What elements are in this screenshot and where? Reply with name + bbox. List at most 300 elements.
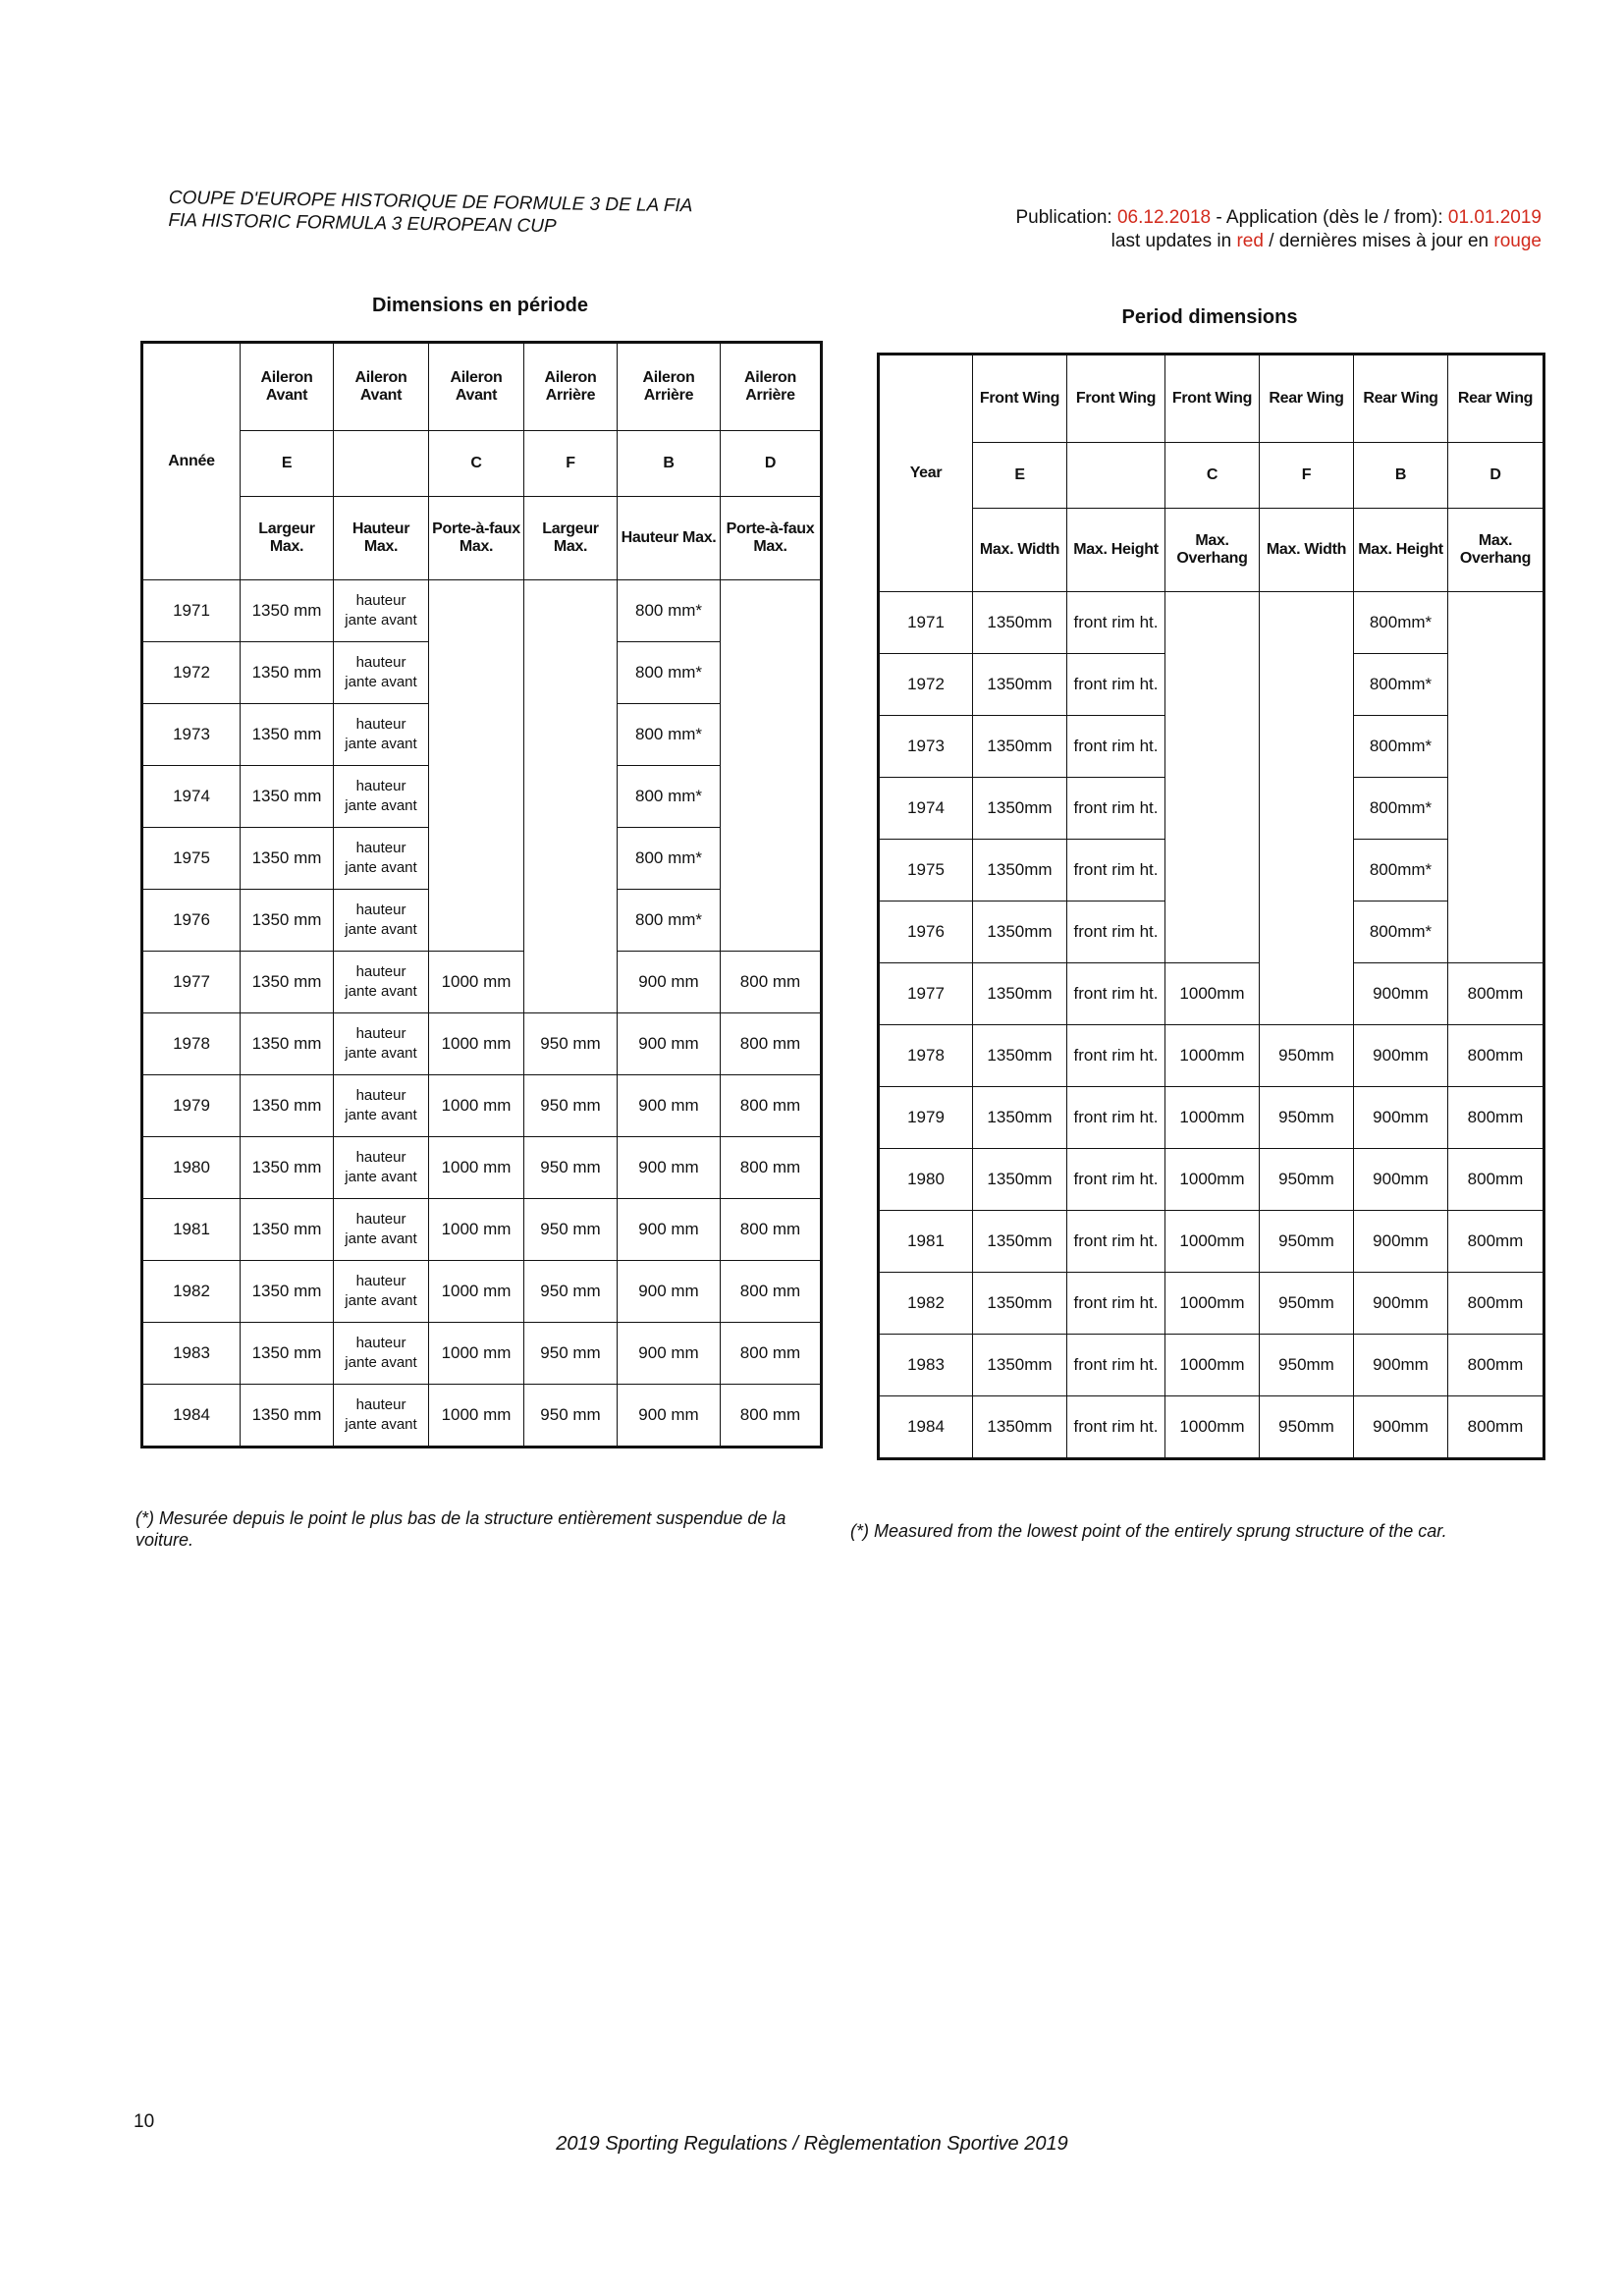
overhang-front-cell xyxy=(1165,592,1260,654)
overhang-front-cell xyxy=(429,704,524,766)
table-row xyxy=(142,580,822,642)
col-part: Aileron Avant xyxy=(334,343,429,431)
table-row xyxy=(142,1261,822,1323)
fr-year-header: Année xyxy=(142,343,241,580)
height-line-2: jante avant xyxy=(345,612,417,628)
width-rear-cell: 950mm xyxy=(1260,1335,1354,1396)
col-letter: E xyxy=(241,431,334,497)
height-cell xyxy=(334,828,429,890)
overhang-rear-cell xyxy=(721,704,822,766)
height-line-2: jante avant xyxy=(345,736,417,752)
width-rear-cell xyxy=(1260,654,1354,716)
height-line-1: hauteur xyxy=(355,1335,406,1351)
width-cell: 1350 mm xyxy=(241,580,334,642)
year-cell: 1976 xyxy=(142,890,241,952)
height-rear-cell: 800 mm* xyxy=(618,642,721,704)
col-measure: Hauteur Max. xyxy=(618,497,721,580)
height-rear-cell: 900 mm xyxy=(618,1013,721,1075)
width-rear-cell xyxy=(1260,902,1354,963)
col-measure: Max. Overhang xyxy=(1448,509,1544,592)
overhang-rear-cell xyxy=(721,580,822,642)
col-part: Rear Wing xyxy=(1448,355,1544,443)
table-row xyxy=(879,654,1544,716)
fr-table-title: Dimensions en période xyxy=(371,295,589,316)
width-cell: 1350 mm xyxy=(241,828,334,890)
year-cell: 1980 xyxy=(879,1149,973,1211)
width-rear-cell: 950mm xyxy=(1260,1396,1354,1459)
overhang-rear-cell: 800 mm xyxy=(721,1385,822,1448)
width-rear-cell: 950 mm xyxy=(524,1013,618,1075)
height-line-2: jante avant xyxy=(345,1416,417,1433)
width-cell: 1350 mm xyxy=(241,952,334,1013)
table-row xyxy=(879,963,1544,1025)
overhang-rear-cell xyxy=(1448,592,1544,654)
height-rear-cell: 900mm xyxy=(1354,1273,1448,1335)
col-measure: Max. Width xyxy=(973,509,1067,592)
col-part: Front Wing xyxy=(973,355,1067,443)
overhang-front-cell xyxy=(429,828,524,890)
year-cell: 1973 xyxy=(142,704,241,766)
col-letter xyxy=(334,431,429,497)
width-cell: 1350 mm xyxy=(241,1385,334,1448)
table-row xyxy=(879,1025,1544,1087)
en-dimensions-table xyxy=(877,353,1545,1460)
overhang-front-cell xyxy=(1165,716,1260,778)
overhang-front-cell xyxy=(429,890,524,952)
width-rear-cell: 950mm xyxy=(1260,1273,1354,1335)
overhang-front-cell: 1000mm xyxy=(1165,1211,1260,1273)
width-rear-cell xyxy=(1260,778,1354,840)
height-cell xyxy=(334,580,429,642)
width-rear-cell: 950mm xyxy=(1260,1211,1354,1273)
overhang-front-cell: 1000 mm xyxy=(429,1261,524,1323)
table-row xyxy=(142,1199,822,1261)
col-letter: B xyxy=(1354,443,1448,509)
height-line-1: hauteur xyxy=(355,1025,406,1042)
height-rear-cell: 800mm* xyxy=(1354,654,1448,716)
col-part: Aileron Avant xyxy=(241,343,334,431)
year-cell: 1983 xyxy=(142,1323,241,1385)
col-part: Rear Wing xyxy=(1260,355,1354,443)
height-cell xyxy=(334,1075,429,1137)
overhang-front-cell: 1000mm xyxy=(1165,1087,1260,1149)
year-cell: 1984 xyxy=(879,1396,973,1459)
width-rear-cell xyxy=(1260,592,1354,654)
col-part: Rear Wing xyxy=(1354,355,1448,443)
en-table-title: Period dimensions xyxy=(1121,306,1298,328)
table-row xyxy=(142,704,822,766)
width-rear-cell xyxy=(524,766,618,828)
overhang-front-cell: 1000mm xyxy=(1165,1396,1260,1459)
width-cell: 1350mm xyxy=(973,1025,1067,1087)
year-cell: 1977 xyxy=(142,952,241,1013)
overhang-rear-cell xyxy=(1448,716,1544,778)
width-cell: 1350mm xyxy=(973,1087,1067,1149)
height-cell: front rim ht. xyxy=(1067,963,1165,1025)
height-line-1: hauteur xyxy=(355,840,406,856)
height-rear-cell: 800mm* xyxy=(1354,840,1448,902)
publication-label: Publication: xyxy=(1015,207,1112,228)
height-line-2: jante avant xyxy=(345,983,417,1000)
width-cell: 1350mm xyxy=(973,716,1067,778)
width-rear-cell xyxy=(1260,840,1354,902)
width-cell: 1350 mm xyxy=(241,1013,334,1075)
year-cell: 1982 xyxy=(879,1273,973,1335)
height-cell xyxy=(334,704,429,766)
width-cell: 1350 mm xyxy=(241,1075,334,1137)
height-line-1: hauteur xyxy=(355,963,406,980)
height-cell: front rim ht. xyxy=(1067,1273,1165,1335)
year-cell: 1981 xyxy=(142,1199,241,1261)
height-line-1: hauteur xyxy=(355,778,406,794)
width-rear-cell: 950 mm xyxy=(524,1261,618,1323)
year-cell: 1981 xyxy=(879,1211,973,1273)
overhang-front-cell: 1000mm xyxy=(1165,1273,1260,1335)
height-cell: front rim ht. xyxy=(1067,1396,1165,1459)
width-rear-cell: 950 mm xyxy=(524,1385,618,1448)
fr-footnote: (*) Mesurée depuis le point le plus bas de la structure entièrement suspendue de la voiture. xyxy=(135,1508,786,1550)
overhang-rear-cell xyxy=(721,890,822,952)
overhang-rear-cell: 800 mm xyxy=(721,1075,822,1137)
height-rear-cell: 800 mm* xyxy=(618,828,721,890)
col-part: Front Wing xyxy=(1067,355,1165,443)
width-cell: 1350 mm xyxy=(241,1199,334,1261)
overhang-rear-cell: 800mm xyxy=(1448,963,1544,1025)
height-cell xyxy=(334,1385,429,1448)
overhang-front-cell xyxy=(1165,778,1260,840)
height-cell: front rim ht. xyxy=(1067,1149,1165,1211)
col-measure: Max. Overhang xyxy=(1165,509,1260,592)
height-line-2: jante avant xyxy=(345,1354,417,1371)
overhang-front-cell: 1000mm xyxy=(1165,1025,1260,1087)
overhang-rear-cell: 800 mm xyxy=(721,952,822,1013)
width-rear-cell: 950 mm xyxy=(524,1075,618,1137)
height-line-1: hauteur xyxy=(355,592,406,609)
overhang-rear-cell xyxy=(1448,778,1544,840)
height-line-2: jante avant xyxy=(345,797,417,814)
overhang-rear-cell: 800 mm xyxy=(721,1137,822,1199)
year-cell: 1977 xyxy=(879,963,973,1025)
en-year-header: Year xyxy=(879,355,973,592)
publication-info xyxy=(1015,206,1542,253)
col-letter: C xyxy=(429,431,524,497)
height-rear-cell: 900mm xyxy=(1354,963,1448,1025)
width-cell: 1350mm xyxy=(973,654,1067,716)
table-row xyxy=(879,592,1544,654)
height-line-1: hauteur xyxy=(355,1396,406,1413)
col-letter: C xyxy=(1165,443,1260,509)
width-cell: 1350mm xyxy=(973,840,1067,902)
height-cell xyxy=(334,890,429,952)
table-row xyxy=(142,1013,822,1075)
col-letter: B xyxy=(618,431,721,497)
height-cell: front rim ht. xyxy=(1067,1025,1165,1087)
col-letter: E xyxy=(973,443,1067,509)
width-cell: 1350mm xyxy=(973,1273,1067,1335)
width-rear-cell xyxy=(524,828,618,890)
height-line-1: hauteur xyxy=(355,902,406,918)
col-letter xyxy=(1067,443,1165,509)
en-footnote: (*) Measured from the lowest point of the entirely sprung structure of the car. xyxy=(850,1521,1447,1541)
year-cell: 1976 xyxy=(879,902,973,963)
height-rear-cell: 900mm xyxy=(1354,1396,1448,1459)
page-number: 10 xyxy=(134,2111,155,2132)
height-rear-cell: 900mm xyxy=(1354,1211,1448,1273)
overhang-rear-cell xyxy=(1448,902,1544,963)
overhang-front-cell: 1000mm xyxy=(1165,1149,1260,1211)
title-en: FIA HISTORIC FORMULA 3 EUROPEAN CUP xyxy=(168,209,557,238)
year-cell: 1973 xyxy=(879,716,973,778)
year-cell: 1972 xyxy=(879,654,973,716)
width-cell: 1350mm xyxy=(973,963,1067,1025)
height-rear-cell: 900 mm xyxy=(618,952,721,1013)
height-line-1: hauteur xyxy=(355,1149,406,1166)
overhang-front-cell: 1000 mm xyxy=(429,1385,524,1448)
overhang-front-cell: 1000 mm xyxy=(429,1199,524,1261)
height-rear-cell: 900 mm xyxy=(618,1199,721,1261)
height-rear-cell: 900 mm xyxy=(618,1385,721,1448)
height-cell xyxy=(334,1261,429,1323)
height-cell: front rim ht. xyxy=(1067,840,1165,902)
year-cell: 1975 xyxy=(879,840,973,902)
overhang-rear-cell: 800mm xyxy=(1448,1149,1544,1211)
width-cell: 1350 mm xyxy=(241,1261,334,1323)
height-rear-cell: 800 mm* xyxy=(618,766,721,828)
table-row xyxy=(142,1137,822,1199)
year-cell: 1979 xyxy=(142,1075,241,1137)
overhang-rear-cell: 800mm xyxy=(1448,1211,1544,1273)
width-cell: 1350mm xyxy=(973,1335,1067,1396)
table-row xyxy=(142,1385,822,1448)
height-rear-cell: 900mm xyxy=(1354,1087,1448,1149)
height-line-2: jante avant xyxy=(345,674,417,690)
year-cell: 1983 xyxy=(879,1335,973,1396)
year-cell: 1971 xyxy=(142,580,241,642)
width-rear-cell xyxy=(1260,963,1354,1025)
height-cell: front rim ht. xyxy=(1067,592,1165,654)
height-line-1: hauteur xyxy=(355,1273,406,1289)
table-row xyxy=(142,890,822,952)
year-cell: 1979 xyxy=(879,1087,973,1149)
width-cell: 1350mm xyxy=(973,1149,1067,1211)
width-cell: 1350mm xyxy=(973,592,1067,654)
table-row xyxy=(879,1273,1544,1335)
overhang-front-cell xyxy=(429,580,524,642)
overhang-front-cell: 1000 mm xyxy=(429,1013,524,1075)
application-label: - Application (dès le / from): xyxy=(1216,207,1443,228)
height-rear-cell: 900mm xyxy=(1354,1149,1448,1211)
overhang-front-cell: 1000mm xyxy=(1165,963,1260,1025)
width-rear-cell: 950 mm xyxy=(524,1199,618,1261)
overhang-rear-cell: 800mm xyxy=(1448,1396,1544,1459)
col-measure: Porte-à-faux Max. xyxy=(721,497,822,580)
height-rear-cell: 900mm xyxy=(1354,1025,1448,1087)
overhang-front-cell: 1000 mm xyxy=(429,1075,524,1137)
overhang-rear-cell: 800mm xyxy=(1448,1335,1544,1396)
col-measure: Max. Height xyxy=(1354,509,1448,592)
height-cell xyxy=(334,1013,429,1075)
height-cell xyxy=(334,642,429,704)
height-rear-cell: 900 mm xyxy=(618,1323,721,1385)
year-cell: 1978 xyxy=(879,1025,973,1087)
year-cell: 1971 xyxy=(879,592,973,654)
col-part: Aileron Arrière xyxy=(618,343,721,431)
page-footer: 2019 Sporting Regulations / Règlementation Sportive 2019 xyxy=(556,2133,1068,2155)
height-cell: front rim ht. xyxy=(1067,778,1165,840)
height-line-2: jante avant xyxy=(345,1107,417,1123)
col-letter: F xyxy=(1260,443,1354,509)
width-rear-cell: 950mm xyxy=(1260,1149,1354,1211)
height-line-2: jante avant xyxy=(345,1045,417,1062)
fr-dimensions-block xyxy=(140,295,820,1448)
publication-date: 06.12.2018 xyxy=(1116,207,1212,228)
table-row xyxy=(879,1335,1544,1396)
table-row xyxy=(142,1323,822,1385)
width-cell: 1350mm xyxy=(973,1211,1067,1273)
width-cell: 1350 mm xyxy=(241,1323,334,1385)
width-rear-cell: 950mm xyxy=(1260,1025,1354,1087)
height-rear-cell: 900 mm xyxy=(618,1137,721,1199)
overhang-rear-cell xyxy=(1448,654,1544,716)
width-cell: 1350 mm xyxy=(241,890,334,952)
height-line-2: jante avant xyxy=(345,921,417,938)
overhang-front-cell: 1000 mm xyxy=(429,1323,524,1385)
table-row xyxy=(879,902,1544,963)
height-rear-cell: 800mm* xyxy=(1354,716,1448,778)
width-rear-cell xyxy=(524,952,618,1013)
col-letter: F xyxy=(524,431,618,497)
table-row xyxy=(142,1075,822,1137)
height-line-1: hauteur xyxy=(355,654,406,671)
fr-dimensions-table xyxy=(140,341,823,1448)
width-cell: 1350 mm xyxy=(241,704,334,766)
height-line-2: jante avant xyxy=(345,859,417,876)
height-cell: front rim ht. xyxy=(1067,1335,1165,1396)
width-cell: 1350mm xyxy=(973,778,1067,840)
height-rear-cell: 800mm* xyxy=(1354,592,1448,654)
col-measure: Hauteur Max. xyxy=(334,497,429,580)
year-cell: 1984 xyxy=(142,1385,241,1448)
width-rear-cell: 950 mm xyxy=(524,1323,618,1385)
col-measure: Largeur Max. xyxy=(524,497,618,580)
year-cell: 1982 xyxy=(142,1261,241,1323)
table-row xyxy=(879,1087,1544,1149)
overhang-rear-cell xyxy=(1448,840,1544,902)
overhang-rear-cell: 800 mm xyxy=(721,1199,822,1261)
width-rear-cell: 950mm xyxy=(1260,1087,1354,1149)
overhang-front-cell xyxy=(429,766,524,828)
table-row xyxy=(142,766,822,828)
col-part: Aileron Arrière xyxy=(721,343,822,431)
width-rear-cell xyxy=(524,704,618,766)
col-measure: Max. Width xyxy=(1260,509,1354,592)
overhang-rear-cell: 800 mm xyxy=(721,1261,822,1323)
width-cell: 1350 mm xyxy=(241,1137,334,1199)
year-cell: 1972 xyxy=(142,642,241,704)
overhang-rear-cell: 800mm xyxy=(1448,1025,1544,1087)
width-rear-cell: 950 mm xyxy=(524,1137,618,1199)
overhang-rear-cell: 800 mm xyxy=(721,1013,822,1075)
overhang-front-cell: 1000 mm xyxy=(429,952,524,1013)
col-measure: Porte-à-faux Max. xyxy=(429,497,524,580)
table-row xyxy=(879,778,1544,840)
overhang-rear-cell: 800mm xyxy=(1448,1087,1544,1149)
height-line-2: jante avant xyxy=(345,1292,417,1309)
overhang-rear-cell xyxy=(721,766,822,828)
height-rear-cell: 900 mm xyxy=(618,1261,721,1323)
overhang-rear-cell xyxy=(721,828,822,890)
table-row xyxy=(142,952,822,1013)
title-fr: COUPE D'EUROPE HISTORIQUE DE FORMULE 3 DE LA FIA xyxy=(168,187,693,217)
table-row xyxy=(879,1211,1544,1273)
col-letter: D xyxy=(721,431,822,497)
updates-red-word: red xyxy=(1236,231,1264,251)
updates-prefix: last updates in xyxy=(1110,231,1232,251)
overhang-rear-cell: 800 mm xyxy=(721,1323,822,1385)
height-cell xyxy=(334,1323,429,1385)
col-part: Aileron Arrière xyxy=(524,343,618,431)
overhang-front-cell xyxy=(1165,654,1260,716)
year-cell: 1975 xyxy=(142,828,241,890)
height-cell: front rim ht. xyxy=(1067,1211,1165,1273)
height-rear-cell: 900mm xyxy=(1354,1335,1448,1396)
width-cell: 1350mm xyxy=(973,902,1067,963)
col-part: Aileron Avant xyxy=(429,343,524,431)
overhang-front-cell xyxy=(1165,902,1260,963)
table-row xyxy=(879,1149,1544,1211)
height-cell xyxy=(334,952,429,1013)
width-rear-cell xyxy=(524,642,618,704)
updates-rouge-word: rouge xyxy=(1493,231,1542,251)
year-cell: 1974 xyxy=(879,778,973,840)
height-rear-cell: 800mm* xyxy=(1354,902,1448,963)
height-line-1: hauteur xyxy=(355,716,406,733)
height-line-1: hauteur xyxy=(355,1211,406,1228)
col-measure: Max. Height xyxy=(1067,509,1165,592)
height-rear-cell: 800mm* xyxy=(1354,778,1448,840)
height-rear-cell: 900 mm xyxy=(618,1075,721,1137)
width-rear-cell xyxy=(524,890,618,952)
height-line-1: hauteur xyxy=(355,1087,406,1104)
height-cell: front rim ht. xyxy=(1067,902,1165,963)
table-row xyxy=(879,840,1544,902)
document-header-titles xyxy=(168,187,692,240)
overhang-front-cell xyxy=(1165,840,1260,902)
height-cell: front rim ht. xyxy=(1067,716,1165,778)
height-cell: front rim ht. xyxy=(1067,654,1165,716)
height-rear-cell: 800 mm* xyxy=(618,704,721,766)
overhang-rear-cell xyxy=(721,642,822,704)
col-measure: Largeur Max. xyxy=(241,497,334,580)
table-row xyxy=(879,716,1544,778)
height-rear-cell: 800 mm* xyxy=(618,890,721,952)
height-cell xyxy=(334,1199,429,1261)
width-cell: 1350 mm xyxy=(241,766,334,828)
overhang-rear-cell: 800mm xyxy=(1448,1273,1544,1335)
year-cell: 1978 xyxy=(142,1013,241,1075)
height-line-2: jante avant xyxy=(345,1169,417,1185)
width-rear-cell xyxy=(1260,716,1354,778)
table-row xyxy=(142,828,822,890)
width-cell: 1350 mm xyxy=(241,642,334,704)
width-rear-cell xyxy=(524,580,618,642)
overhang-front-cell: 1000mm xyxy=(1165,1335,1260,1396)
updates-middle: / dernières mises à jour en xyxy=(1269,231,1489,251)
width-cell: 1350mm xyxy=(973,1396,1067,1459)
year-cell: 1974 xyxy=(142,766,241,828)
col-part: Front Wing xyxy=(1165,355,1260,443)
height-cell: front rim ht. xyxy=(1067,1087,1165,1149)
